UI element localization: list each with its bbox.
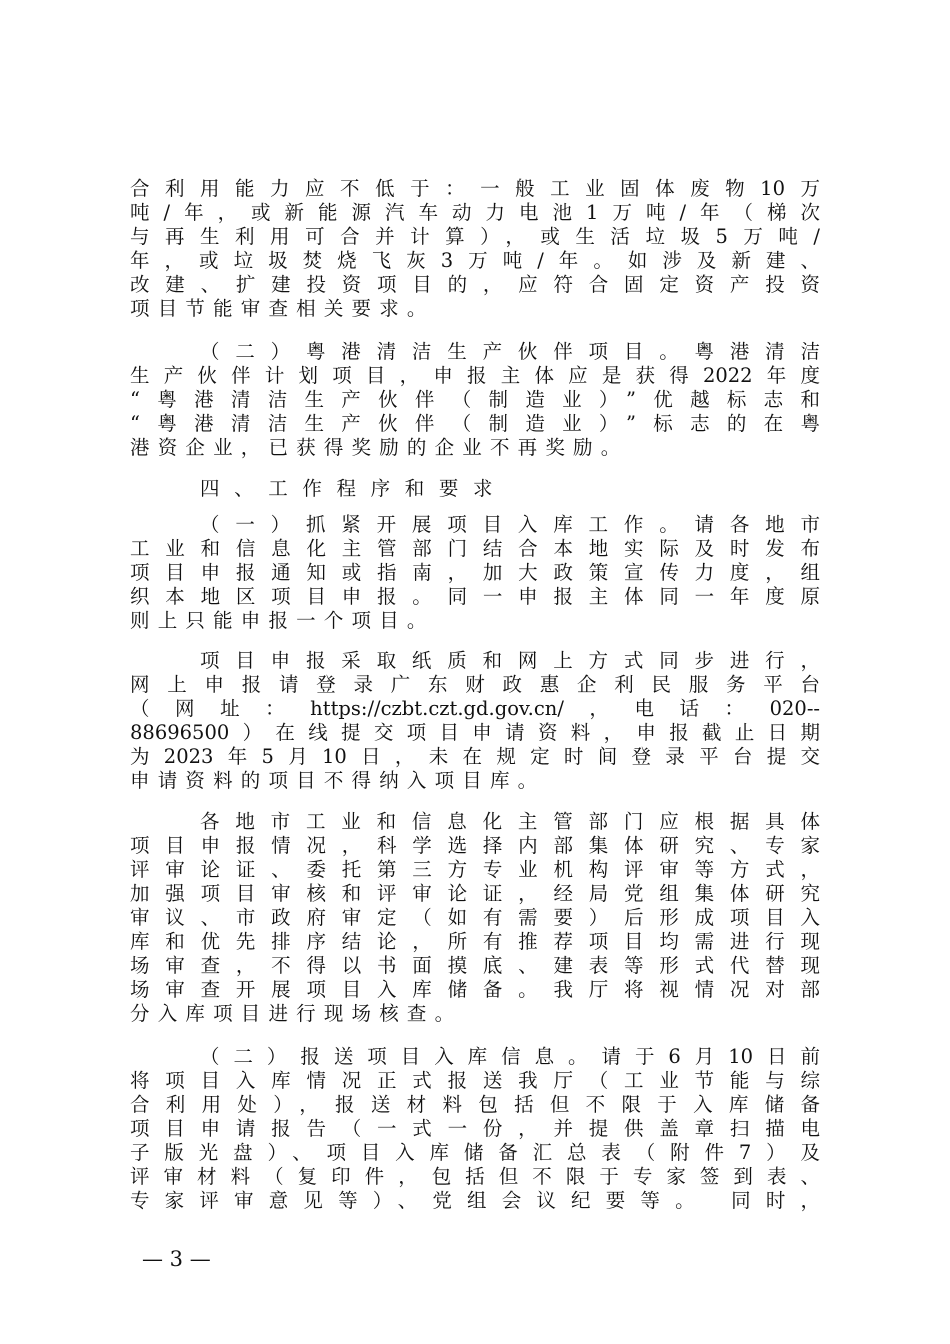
paragraph-1: [130, 177, 820, 321]
paragraph-6: [130, 1045, 820, 1213]
text-line: 年，或垃圾焚烧飞灰3万吨/年。如涉及新建、: [130, 249, 820, 272]
text-line: 工业和信息化主管部门结合本地实际及时发布: [130, 537, 820, 560]
text-line: 项目节能审查相关要求。: [130, 297, 435, 320]
text-line: 分入库项目进行现场核查。: [130, 1002, 463, 1025]
text-line: “粤港清洁生产伙伴（制造业）”标志的在粤: [130, 412, 820, 435]
text-line: 生产伙伴计划项目，申报主体应是获得2022年度: [130, 364, 820, 387]
text-line: （网址：https://czbt.czt.gd.gov.cn/，电话：020--: [130, 697, 820, 720]
text-line: 织本地区项目申报。同一申报主体同一年度原: [130, 585, 820, 608]
text-line: 港资企业，已获得奖励的企业不再奖励。: [130, 436, 629, 459]
section-heading: [130, 477, 820, 501]
text-line: 专家评审意见等）、党组会议纪要等。 同时，: [130, 1189, 820, 1212]
text-line: 评审论证、委托第三方专业机构评审等方式，: [130, 858, 820, 881]
text-line: 为2023年5月10日，未在规定时间登录平台提交: [130, 745, 820, 768]
paragraph-2: [130, 340, 820, 460]
text-line: 与再生利用可合并计算），或生活垃圾5万吨/: [130, 225, 820, 248]
text-line: （二）报送项目入库信息。请于6月10日前: [200, 1045, 820, 1068]
paragraph-5: [130, 810, 820, 1026]
text-line: 子版光盘）、项目入库储备汇总表（附件7）及: [130, 1141, 820, 1164]
text-line: 将项目入库情况正式报送我厅（工业节能与综: [130, 1069, 820, 1092]
text-line: 项目申报通知或指南，加大政策宣传力度，组: [130, 561, 820, 584]
text-line: 项目申报采取纸质和网上方式同步进行，: [200, 649, 820, 672]
text-line: 评审材料（复印件，包括但不限于专家签到表、: [130, 1165, 820, 1188]
text-line: （一）抓紧开展项目入库工作。请各地市: [200, 513, 820, 536]
text-line: 合利用处），报送材料包括但不限于入库储备: [130, 1093, 820, 1116]
text-line: “粤港清洁生产伙伴（制造业）”优越标志和: [130, 388, 820, 411]
text-line: 加强项目审核和评审论证，经局党组集体研究: [130, 882, 820, 905]
page-number: — 3 —: [142, 1247, 211, 1271]
text-line: （二）粤港清洁生产伙伴项目。粤港清洁: [200, 340, 820, 363]
text-line: 吨/年，或新能源汽车动力电池1万吨/年（梯次: [130, 201, 820, 224]
text-line: 改建、扩建投资项目的，应符合固定资产投资: [130, 273, 820, 296]
paragraph-4: [130, 649, 820, 793]
paragraph-3: [130, 513, 820, 633]
text-line: 项目申请报告（一式一份，并提供盖章扫描电: [130, 1117, 820, 1140]
text-line: 场审查开展项目入库储备。我厅将视情况对部: [130, 978, 820, 1001]
text-line: 审议、市政府审定（如有需要）后形成项目入: [130, 906, 820, 929]
text-line: 库和优先排序结论，所有推荐项目均需进行现: [130, 930, 820, 953]
text-line: 网上申报请登录广东财政惠企利民服务平台: [130, 673, 820, 696]
text-line: 项目申报情况，科学选择内部集体研究、专家: [130, 834, 820, 857]
text-line: 合利用能力应不低于：一般工业固体废物10万: [130, 177, 820, 200]
heading-text: 四、工作程序和要求: [200, 477, 508, 500]
text-line: 88696500）在线提交项目申请资料，申报截止日期: [130, 721, 820, 744]
text-line: 则上只能申报一个项目。: [130, 609, 435, 632]
text-line: 场审查，不得以书面摸底、建表等形式代替现: [130, 954, 820, 977]
text-line: 申请资料的项目不得纳入项目库。: [130, 769, 546, 792]
text-line: 各地市工业和信息化主管部门应根据具体: [200, 810, 820, 833]
